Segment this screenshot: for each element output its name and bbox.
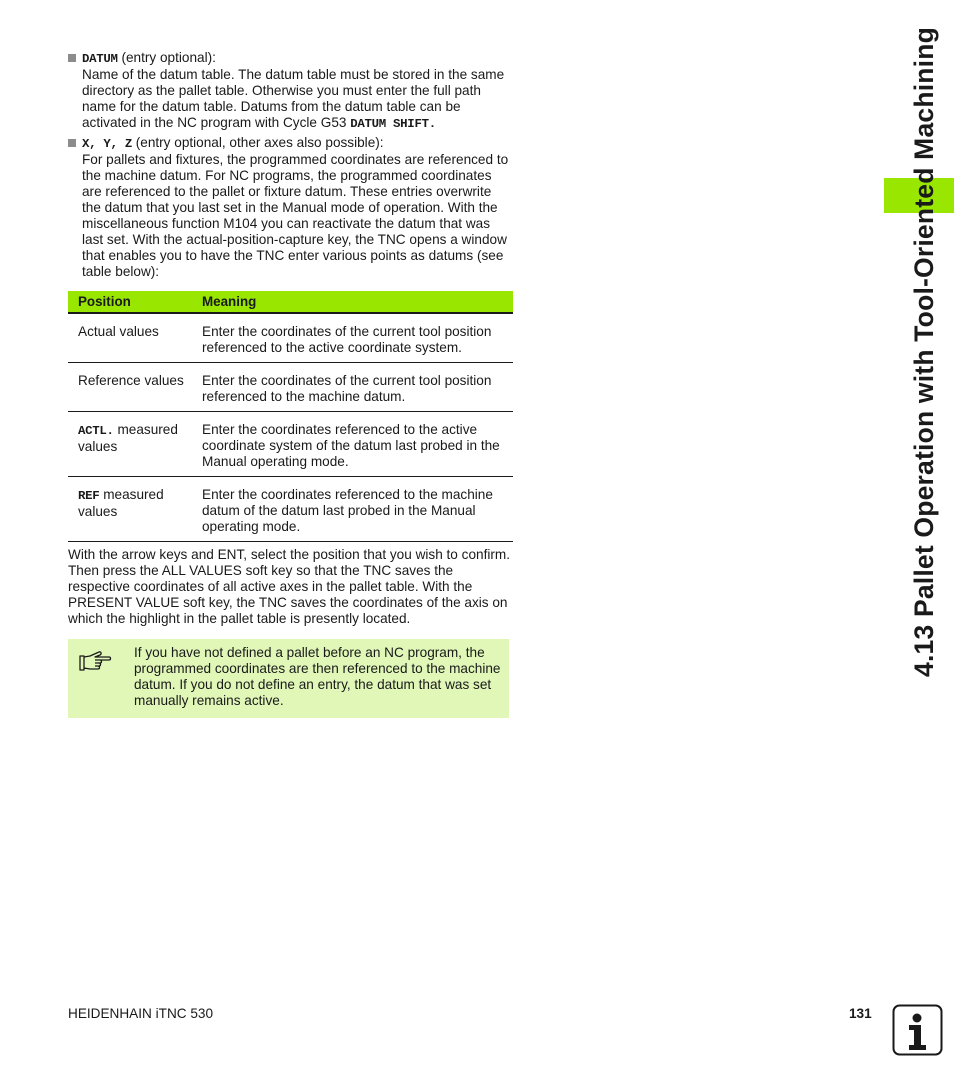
position-text: measured values <box>78 487 164 519</box>
chapter-title: 4.13 Pallet Operation with Tool-Oriented Machining <box>909 27 939 677</box>
info-icon <box>892 1004 943 1056</box>
column-header-meaning: Meaning <box>194 291 513 313</box>
inline-code: DATUM SHIFT. <box>350 117 436 131</box>
bullet-square-icon <box>68 54 76 62</box>
bullet-body <box>68 152 513 280</box>
bullet-body <box>68 67 513 132</box>
table-row <box>68 412 513 477</box>
position-text: measured values <box>78 422 178 454</box>
keyword-code: X, Y, Z <box>82 137 132 151</box>
body-paragraph: With the arrow keys and ENT, select the position that you wish to confirm. Then press the ALL VALUES soft key so that the TNC saves the respective coordinates of all active axes in the pallet table. With the PRESENT VALUE soft key, the TNC saves the coordinates of the axis on which the highlight in the pallet table is presently located. <box>68 547 510 626</box>
note-text: If you have not defined a pallet before an NC program, the programmed coordinates are then referenced to the machine datum. If you do not define an entry, the datum that was set manually remains active. <box>134 645 501 708</box>
bullet-body-text: For pallets and fixtures, the programmed coordinates are referenced to the machine datum. For NC programs, the programmed coordinates are referenced to the pallet or fixture datum. These entries overwrite the datum that you last set in the Manual mode of operation. With the miscellaneous function M104 you can reactivate the datum that was last set. With the actual-position-capture key, the TNC opens a window that enables you to have the TNC enter various points as datums (see table below): <box>82 152 509 279</box>
keyword-code: DATUM <box>82 52 118 66</box>
table-row <box>68 313 513 363</box>
pointing-hand-icon <box>78 647 112 673</box>
position-cell <box>68 412 194 477</box>
bullet-item-xyz <box>68 135 513 280</box>
bullet-body-text: Name of the datum table. The datum table must be stored in the same directory as the pallet table. Otherwise you must enter the full path name for the datum table. Datums from the datum table can be activated in the NC program with Cycle G53 <box>82 67 505 130</box>
table-header-row <box>68 291 513 313</box>
bullet-heading <box>68 135 513 152</box>
position-code: REF <box>78 489 100 503</box>
keyword-suffix: (entry optional): <box>117 50 216 65</box>
note-box <box>68 639 509 718</box>
meaning-cell: Enter the coordinates of the current tool position referenced to the machine datum. <box>194 363 513 412</box>
table-row <box>68 363 513 412</box>
table-row <box>68 477 513 542</box>
meaning-cell: Enter the coordinates referenced to the machine datum of the datum last probed in the Manual operating mode. <box>194 477 513 542</box>
footer-product-name: HEIDENHAIN iTNC 530 <box>68 1006 214 1021</box>
page-number: 131 <box>849 1006 872 1021</box>
position-cell <box>68 363 194 412</box>
meaning-cell: Enter the coordinates of the current tool position referenced to the active coordinate system. <box>194 313 513 363</box>
position-cell <box>68 477 194 542</box>
position-code: ACTL. <box>78 424 114 438</box>
position-cell <box>68 313 194 363</box>
position-text: Actual values <box>78 324 159 339</box>
position-table <box>68 291 513 542</box>
meaning-cell: Enter the coordinates referenced to the active coordinate system of the datum last probed in the Manual operating mode. <box>194 412 513 477</box>
bullet-heading <box>68 50 513 67</box>
position-text: Reference values <box>78 373 184 388</box>
column-header-position: Position <box>68 291 194 313</box>
bullet-square-icon <box>68 139 76 147</box>
keyword-suffix: (entry optional, other axes also possible): <box>131 135 384 150</box>
bullet-item-datum <box>68 50 513 132</box>
